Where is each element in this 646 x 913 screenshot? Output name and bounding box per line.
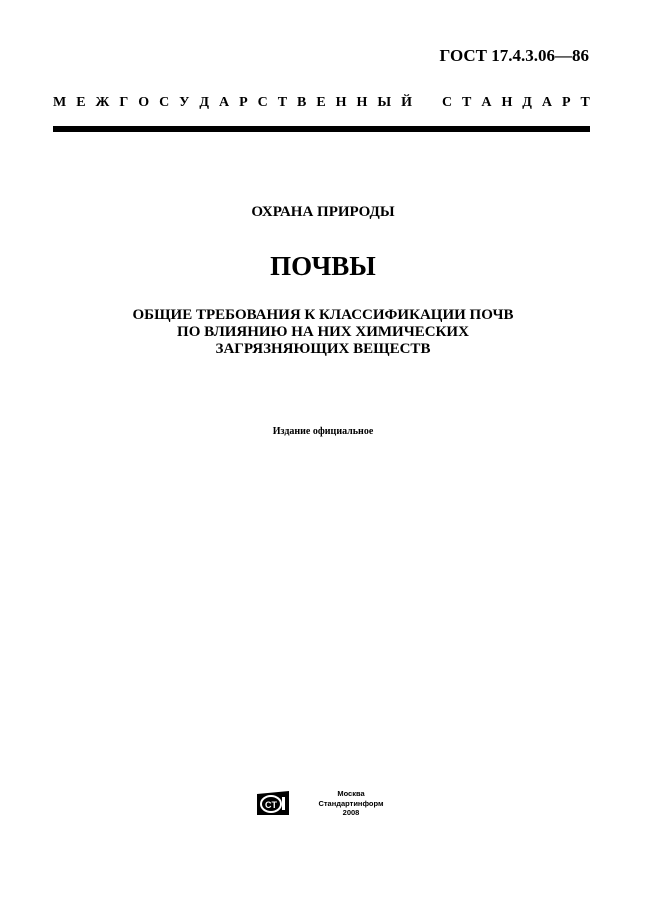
header-letter: Н [335, 95, 347, 110]
standartinform-logo-icon [256, 790, 290, 816]
document-subtitle [0, 307, 646, 358]
publisher-name: Стандартинформ [318, 798, 384, 808]
edition-note: Издание официальное [272, 426, 374, 437]
header-interstate-standard [53, 95, 590, 111]
header-letter: Т [462, 95, 472, 110]
subtitle-line: ПО ВЛИЯНИЮ НА НИХ ХИМИЧЕСКИХ [177, 324, 469, 340]
header-letter: А [541, 95, 553, 110]
header-letter: С [159, 95, 170, 110]
subtitle-line: ЗАГРЯЗНЯЮЩИХ ВЕЩЕСТВ [215, 341, 431, 357]
header-divider [53, 126, 590, 132]
document-code: ГОСТ 17.4.3.06—86 [439, 46, 589, 65]
header-letter: Д [522, 95, 532, 110]
publisher-year: 2008 [342, 808, 360, 817]
header-letter: Р [562, 95, 571, 110]
header-letter: С [257, 95, 268, 110]
document-title: ПОЧВЫ [270, 251, 376, 281]
header-letter: М [53, 95, 67, 110]
header-letter: Н [356, 95, 368, 110]
header-letter: Ж [95, 95, 110, 110]
header-letter: Р [239, 95, 248, 110]
header-letter: У [179, 95, 190, 110]
publisher-info [308, 789, 394, 818]
header-letter: Д [199, 95, 210, 110]
header-letter: Й [401, 95, 412, 110]
subtitle-line: ОБЩИЕ ТРЕБОВАНИЯ К КЛАССИФИКАЦИИ ПОЧВ [132, 307, 514, 323]
header-letter: А [481, 95, 492, 110]
header-letter: С [441, 95, 453, 110]
section-title: ОХРАНА ПРИРОДЫ [251, 204, 395, 220]
header-letter: Т [277, 95, 288, 110]
header-letter: Е [76, 95, 86, 110]
header-letter: В [297, 95, 307, 110]
header-letter: Е [316, 95, 326, 110]
header-letter: Ы [377, 95, 392, 110]
header-letter: О [138, 95, 150, 110]
header-letter: Т [580, 95, 590, 110]
header-letter: Н [501, 95, 513, 110]
header-letter [422, 95, 432, 111]
header-letter: Г [119, 95, 129, 110]
header-letter: А [219, 95, 230, 110]
svg-text:CT: CT [265, 800, 277, 810]
publisher-city: Москва [337, 789, 365, 798]
